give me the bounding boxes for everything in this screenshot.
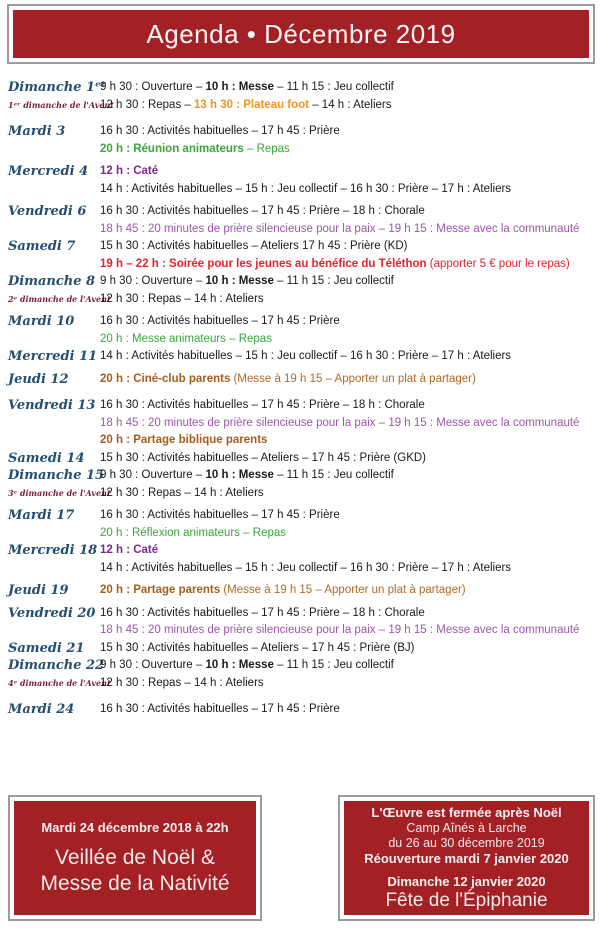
event-segment: (apporter 5 € pour le repas) <box>426 257 570 270</box>
event-segment: 9 h 30 : Ouverture – <box>100 469 206 481</box>
day-cell <box>8 348 100 366</box>
day-name: Samedi 14 <box>8 450 85 466</box>
event-segment: 9 h 30 : Ouverture – <box>100 659 206 671</box>
events-cell <box>100 542 598 577</box>
event-line <box>100 485 598 503</box>
day-cell <box>8 657 111 692</box>
event-line <box>100 507 598 525</box>
events-cell <box>100 203 598 238</box>
event-line <box>100 181 598 199</box>
epiphany-title: Fête de l'Épiphanie <box>385 889 548 911</box>
events-cell <box>100 123 598 158</box>
event-segment: 15 h 30 : Activités habituelles – Ateliers – 17 h 45 : Prière (BJ) <box>100 641 415 654</box>
event-line <box>100 313 598 331</box>
events-cell <box>100 467 598 502</box>
day-cell <box>8 123 100 158</box>
event-segment: 18 h 45 : 20 minutes de prière silencieuse pour la paix – 19 h 15 : Messe avec la communauté <box>100 624 580 636</box>
event-segment: 14 h : Activités habituelles – 15 h : Jeu collectif – 16 h 30 : Prière – 17 h : Ateliers <box>100 561 512 574</box>
event-line <box>100 79 598 97</box>
day-cell <box>8 79 114 114</box>
event-line <box>100 640 598 658</box>
event-line <box>100 256 598 274</box>
agenda-day-row <box>8 79 598 114</box>
event-segment: 9 h 30 : Ouverture – <box>100 81 206 93</box>
agenda-day-row <box>8 397 598 450</box>
day-name: Vendredi 20 <box>8 605 96 621</box>
event-segment: 10 h : Messe <box>205 81 274 93</box>
event-line <box>100 371 598 389</box>
agenda-day-row <box>8 238 598 273</box>
events-cell <box>100 313 598 348</box>
event-segment: 16 h 30 : Activités habituelles – 17 h 45 : Prière <box>100 125 340 137</box>
agenda-day-row <box>8 348 598 366</box>
event-line <box>100 348 598 366</box>
day-cell <box>8 203 100 238</box>
event-line <box>100 415 598 433</box>
event-segment: 10 h : Messe <box>205 275 274 287</box>
closure-line-camp: Camp Aînés à Larche <box>406 820 527 835</box>
agenda-day-row <box>8 542 598 577</box>
christmas-date: Mardi 24 décembre 2018 à 22h <box>41 820 229 835</box>
event-line <box>100 560 598 578</box>
events-cell <box>100 79 598 114</box>
christmas-title-line2: Messe de la Nativité <box>40 872 230 895</box>
event-line <box>100 432 598 450</box>
events-cell <box>100 163 598 198</box>
event-line <box>100 675 598 693</box>
event-segment: 20 h : Partage parents <box>100 584 221 596</box>
events-cell <box>100 507 598 542</box>
day-name: Mardi 10 <box>8 314 75 329</box>
event-segment: – 11 h 15 : Jeu collectif <box>273 659 394 671</box>
event-segment: 20 h : Réflexion animateurs – Repas <box>100 526 287 539</box>
event-segment: 19 h – 22 h : Soirée pour les jeunes au bénéfice du Téléthon <box>100 257 427 270</box>
event-segment: – 11 h 15 : Jeu collectif <box>273 81 394 93</box>
event-line <box>100 605 598 623</box>
event-line <box>100 397 598 415</box>
event-line <box>100 163 598 181</box>
event-line <box>100 291 598 309</box>
event-line <box>100 542 598 560</box>
event-segment: 18 h 45 : 20 minutes de prière silencieuse pour la paix – 19 h 15 : Messe avec la communauté <box>100 222 580 235</box>
day-name: Dimanche 15 <box>8 468 105 483</box>
day-cell <box>8 397 100 450</box>
closure-line-closed: L'Œuvre est fermée après Noël <box>371 804 562 820</box>
event-segment: 14 h : Activités habituelles – 15 h : Jeu collectif – 16 h 30 : Prière – 17 h : Ateliers <box>100 182 512 195</box>
event-segment: 14 h : Activités habituelles – 15 h : Jeu collectif – 16 h 30 : Prière – 17 h : Ateliers <box>100 350 512 362</box>
events-cell <box>100 701 598 719</box>
events-cell <box>100 657 598 692</box>
event-segment: 12 h : Caté <box>100 165 159 177</box>
agenda-day-row <box>8 203 598 238</box>
day-name: Jeudi 12 <box>8 371 69 387</box>
agenda-day-row <box>8 450 598 468</box>
events-cell <box>100 605 598 640</box>
day-cell <box>8 701 100 719</box>
day-name: Samedi 21 <box>8 640 85 656</box>
event-segment: (Messe à 19 h 15 – Apporter un plat à partager) <box>230 372 476 385</box>
day-cell <box>8 371 100 389</box>
event-segment: 16 h 30 : Activités habituelles – 17 h 45 : Prière – 18 h : Chorale <box>100 399 425 411</box>
christmas-title-line1: Veillée de Noël & <box>55 846 215 869</box>
day-cell <box>8 640 100 658</box>
event-line <box>100 331 598 349</box>
agenda-day-row <box>8 657 598 692</box>
event-line <box>100 701 598 719</box>
event-segment: 16 h 30 : Activités habituelles – 17 h 45 : Prière – 18 h : Chorale <box>100 606 425 619</box>
day-name: Mardi 3 <box>8 124 66 139</box>
event-line <box>100 273 598 291</box>
agenda-day-row <box>8 507 598 542</box>
day-name: Mardi 24 <box>8 702 75 717</box>
event-segment: 10 h : Messe <box>205 659 274 671</box>
page-title: Agenda • Décembre 2019 <box>146 18 456 49</box>
event-segment: 20 h : Réunion animateurs <box>100 142 244 155</box>
event-line <box>100 657 598 675</box>
events-cell <box>100 397 598 450</box>
event-segment: – 14 h : Ateliers <box>309 98 392 111</box>
christmas-box-fill <box>14 801 256 915</box>
agenda-list <box>8 79 598 719</box>
day-name: Mercredi 18 <box>8 543 98 558</box>
day-subtitle: 3ᵉ dimanche de l'Avent <box>8 487 111 498</box>
event-segment: 16 h 30 : Activités habituelles – 17 h 45 : Prière – 18 h : Chorale <box>100 205 425 217</box>
header-red-fill <box>13 10 589 58</box>
day-subtitle: 2ᵉ dimanche de l'Avent <box>8 293 111 304</box>
day-cell <box>8 467 111 502</box>
day-cell <box>8 582 100 600</box>
closure-line-dates: du 26 au 30 décembre 2019 <box>388 835 545 850</box>
agenda-day-row <box>8 582 598 600</box>
day-cell <box>8 238 100 273</box>
event-line <box>100 123 598 141</box>
day-name: Mercredi 11 <box>8 349 98 364</box>
agenda-day-row <box>8 123 598 158</box>
day-name: Mercredi 4 <box>8 164 89 179</box>
event-segment: 18 h 45 : 20 minutes de prière silencieuse pour la paix – 19 h 15 : Messe avec la communauté <box>100 416 580 429</box>
event-segment: 15 h 30 : Activités habituelles – Ateliers 17 h 45 : Prière (KD) <box>100 240 408 252</box>
event-segment: 12 h 30 : Repas – 14 h : Ateliers <box>100 292 264 305</box>
day-name: Jeudi 19 <box>8 583 69 598</box>
day-cell <box>8 507 100 542</box>
day-name: Dimanche 8 <box>8 274 96 289</box>
day-name: Vendredi 6 <box>8 204 87 219</box>
agenda-day-row <box>8 371 598 389</box>
event-segment: 12 h 30 : Repas – 14 h : Ateliers <box>100 676 264 689</box>
agenda-day-row <box>8 313 598 348</box>
agenda-day-row <box>8 163 598 198</box>
agenda-day-row <box>8 701 598 719</box>
agenda-day-row <box>8 273 598 308</box>
event-line <box>100 525 598 543</box>
day-cell <box>8 273 111 308</box>
event-segment: 10 h : Messe <box>205 469 274 481</box>
event-line <box>100 238 598 256</box>
event-segment: – 11 h 15 : Jeu collectif <box>273 275 394 287</box>
day-name: Vendredi 13 <box>8 398 96 413</box>
event-segment: 12 h 30 : Repas – <box>100 98 194 111</box>
day-cell <box>8 313 100 348</box>
agenda-day-row <box>8 640 598 658</box>
event-segment: 12 h : Caté <box>100 544 159 556</box>
event-segment: 9 h 30 : Ouverture – <box>100 275 206 287</box>
event-segment: – Repas <box>243 142 290 155</box>
event-segment: (Messe à 19 h 15 – Apporter un plat à partager) <box>220 584 466 596</box>
day-cell <box>8 605 100 640</box>
event-line <box>100 203 598 221</box>
event-line <box>100 221 598 239</box>
event-segment: 13 h 30 : Plateau foot <box>193 98 310 111</box>
event-segment: – 11 h 15 : Jeu collectif <box>273 469 394 481</box>
event-segment: 15 h 30 : Activités habituelles – Ateliers – 17 h 45 : Prière (GKD) <box>100 451 427 464</box>
event-line <box>100 622 598 640</box>
event-line <box>100 582 598 600</box>
agenda-day-row <box>8 605 598 640</box>
event-segment: 20 h : Messe animateurs – Repas <box>100 332 272 345</box>
day-cell <box>8 163 100 198</box>
event-line <box>100 97 598 115</box>
events-cell <box>100 640 598 658</box>
day-name: Samedi 7 <box>8 239 76 254</box>
event-segment: 12 h 30 : Repas – 14 h : Ateliers <box>100 486 264 499</box>
day-cell <box>8 450 100 468</box>
day-name: Dimanche 22 <box>8 658 105 673</box>
event-line <box>100 467 598 485</box>
day-subtitle: 4ᵉ dimanche de l'Avent <box>8 677 111 688</box>
event-segment: 20 h : Partage biblique parents <box>100 434 268 446</box>
day-cell <box>8 542 100 577</box>
events-cell <box>100 238 598 273</box>
event-segment: 16 h 30 : Activités habituelles – 17 h 45 : Prière <box>100 509 340 521</box>
event-segment: 16 h 30 : Activités habituelles – 17 h 45 : Prière <box>100 315 340 327</box>
header-box <box>7 4 595 64</box>
day-subtitle: 1ᵉʳ dimanche de l'Avent <box>8 99 114 110</box>
closure-box <box>338 795 595 921</box>
event-line <box>100 141 598 159</box>
events-cell <box>100 273 598 308</box>
events-cell <box>100 582 598 600</box>
events-cell <box>100 371 598 389</box>
closure-box-fill <box>344 801 589 915</box>
agenda-day-row <box>8 467 598 502</box>
event-segment: 16 h 30 : Activités habituelles – 17 h 45 : Prière <box>100 703 340 715</box>
closure-line-reopen: Réouverture mardi 7 janvier 2020 <box>364 850 569 866</box>
epiphany-date: Dimanche 12 janvier 2020 <box>387 873 546 889</box>
events-cell <box>100 348 598 366</box>
event-line <box>100 450 598 468</box>
events-cell <box>100 450 598 468</box>
christmas-box <box>8 795 262 921</box>
event-segment: 20 h : Ciné-club parents <box>100 372 231 385</box>
day-name: Dimanche 1ᵉʳ <box>8 80 107 95</box>
day-name: Mardi 17 <box>8 508 75 523</box>
